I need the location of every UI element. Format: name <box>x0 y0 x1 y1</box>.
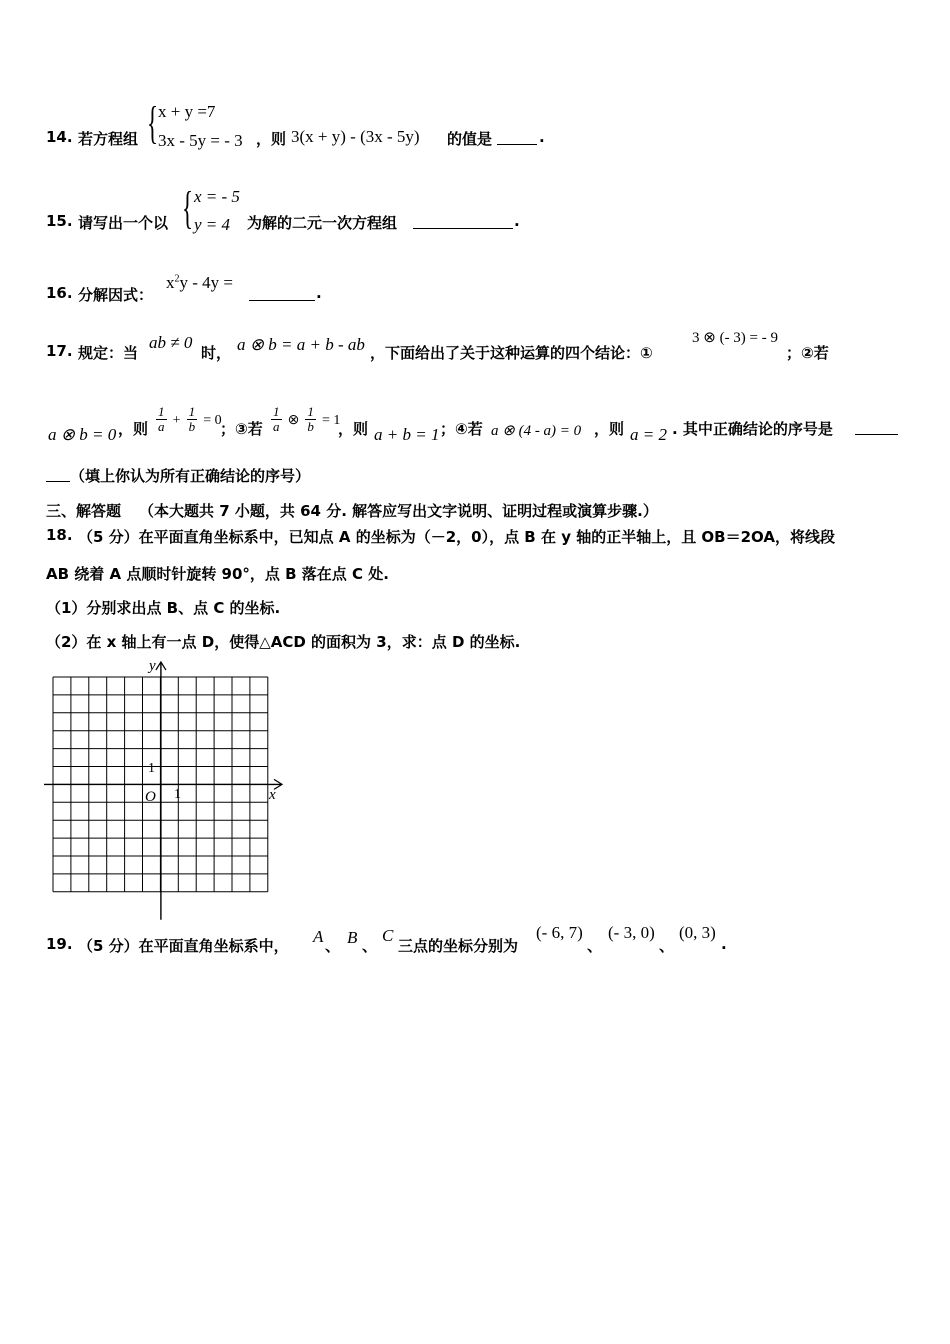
q17-otimes: ⊗ <box>287 413 300 428</box>
q19-coord-c: (0, 3) <box>679 923 716 942</box>
section-title: 三、解答题 <box>46 502 122 520</box>
q17-t4: ；②若 <box>786 344 829 362</box>
q19-point-a: A <box>313 927 324 946</box>
section-desc: （本大题共 7 小题，共 64 分. 解答应写出文字说明、证明过程或演算步骤.） <box>139 502 658 520</box>
q14-eq1: x + y =7 <box>158 102 216 121</box>
q15-prefix: 请写出一个以 <box>78 214 169 232</box>
q17-t11: （填上你认为所有正确结论的序号） <box>70 467 311 485</box>
q17-def: a ⊗ b = a + b - ab <box>237 335 365 354</box>
q15-eq2: y = 4 <box>194 215 231 234</box>
q19-sep-1: 、 <box>325 937 341 955</box>
q16-end: . <box>316 284 322 302</box>
q19-number: 19. <box>46 935 73 953</box>
q14-end: . <box>539 128 545 146</box>
q15-brace: { <box>182 182 194 233</box>
q17-cond: ab ≠ 0 <box>149 333 193 352</box>
q17-plus: + <box>172 413 181 428</box>
q17-t5: ，则 <box>118 420 149 438</box>
q17-frac-3: $\frac{1}{a}$ <box>273 404 280 434</box>
q19-sep-4: 、 <box>659 937 675 955</box>
q17-frac-1: $\frac{1}{a}$ <box>158 404 165 434</box>
q19-point-c: C <box>382 926 394 945</box>
x-axis-label: x <box>269 787 276 803</box>
q14-prefix: 若方程组 <box>78 130 139 148</box>
q18-line1: （5 分）在平面直角坐标系中，已知点 A 的坐标为（－2，0），点 B 在 y 轴的正半轴上，且 OB＝2OA，将线段 <box>78 528 835 546</box>
q16-expr-sup: 2 <box>174 273 180 285</box>
q19-coord-a: (- 6, 7) <box>536 923 583 942</box>
q19-t2: 三点的坐标分别为 <box>398 937 519 955</box>
q19-t1: （5 分）在平面直角坐标系中， <box>78 937 289 955</box>
q15-suffix: 为解的二元一次方程组 <box>247 214 398 232</box>
y-axis-label: y <box>149 658 156 674</box>
q16-prefix: 分解因式： <box>78 286 154 304</box>
q17-t8: ；④若 <box>440 420 483 438</box>
q17-eq1: = 1 <box>322 413 341 428</box>
q14-number: 14. <box>46 128 73 146</box>
q17-c4: a ⊗ (4 - a) = 0 <box>491 423 582 439</box>
q17-eq0: = 0 <box>203 413 222 428</box>
q14-expr: 3(x + y) - (3x - 5y) <box>291 127 420 146</box>
q14-eq2: 3x - 5y = - 3 <box>158 131 243 150</box>
q17-c4r: a = 2 <box>630 425 667 444</box>
q18-number: 18. <box>46 526 73 544</box>
q16-expr-base: x <box>166 273 175 292</box>
q17-t2: 时， <box>201 344 232 362</box>
q17-number: 17. <box>46 342 73 360</box>
q16-number: 16. <box>46 284 73 302</box>
q15-end: . <box>514 212 520 230</box>
origin-label: O <box>145 789 156 805</box>
q14-brace: { <box>147 97 159 148</box>
q17-t6: ；③若 <box>220 420 263 438</box>
q18-part1: （1）分别求出点 B、点 C 的坐标. <box>46 599 281 617</box>
q14-mid: ，则 <box>256 130 287 148</box>
q17-c1: 3 ⊗ (- 3) = - 9 <box>692 330 779 346</box>
unit-y-label: 1 <box>148 761 155 776</box>
q17-t1: 规定：当 <box>78 344 139 362</box>
q19-end: . <box>721 935 727 953</box>
q14-suffix: 的值是 <box>447 130 493 148</box>
q19-coord-b: (- 3, 0) <box>608 923 655 942</box>
q16-expr-rest: y - 4y = <box>179 273 233 292</box>
q18-line2: AB 绕着 A 点顺时针旋转 90°，点 B 落在点 C 处. <box>46 565 389 583</box>
q17-frac-4: $\frac{1}{b}$ <box>307 404 314 434</box>
q17-frac-2: $\frac{1}{b}$ <box>188 404 196 434</box>
q17-t7: ，则 <box>338 420 369 438</box>
q17-t9: ，则 <box>594 420 625 438</box>
unit-x-label: 1 <box>174 787 181 802</box>
q17-t10: . 其中正确结论的序号是 <box>672 420 833 438</box>
q15-eq1: x = - 5 <box>194 187 240 206</box>
q18-part2: （2）在 x 轴上有一点 D，使得△ACD 的面积为 3，求：点 D 的坐标. <box>46 633 521 651</box>
axes <box>44 662 282 920</box>
q15-number: 15. <box>46 212 73 230</box>
q17-t3: ，下面给出了关于这种运算的四个结论：① <box>370 344 653 362</box>
q19-sep-2: 、 <box>362 937 378 955</box>
q19-sep-3: 、 <box>587 937 603 955</box>
q19-point-b: B <box>347 928 358 947</box>
q17-c2a: a ⊗ b = 0 <box>48 425 117 444</box>
q17-c3: a + b = 1 <box>374 425 440 444</box>
